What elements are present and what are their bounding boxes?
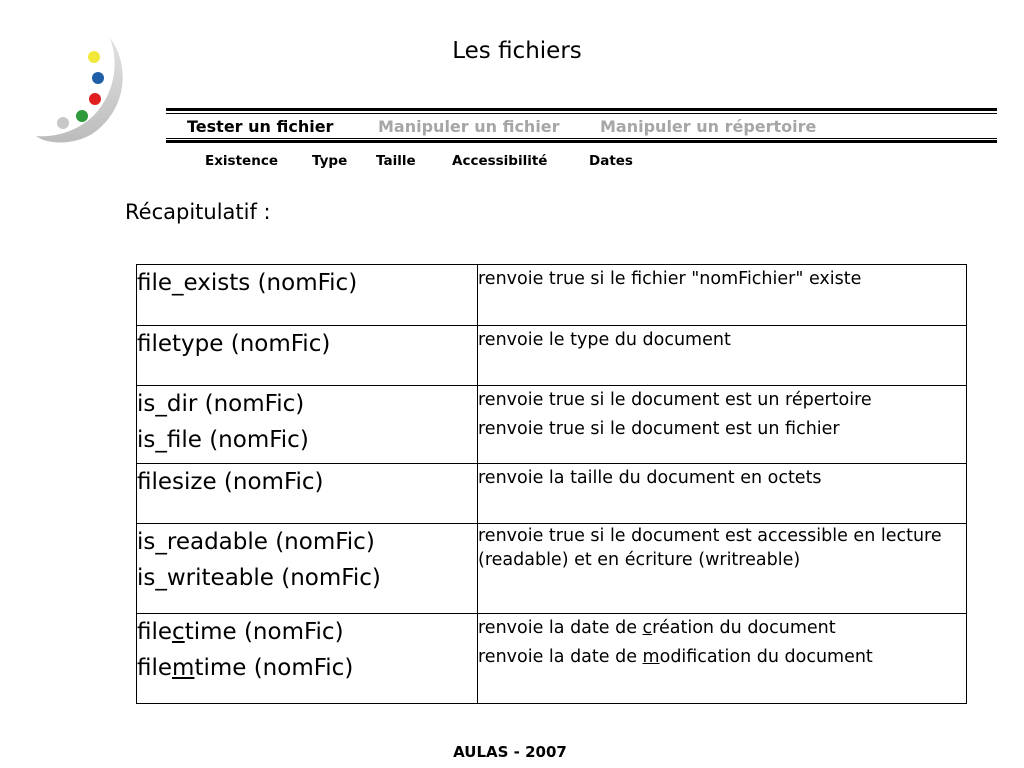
function-description: renvoie le type du document xyxy=(478,330,731,350)
functions-table xyxy=(136,264,967,704)
subnav-type[interactable]: Type xyxy=(312,153,348,169)
table-row xyxy=(137,614,967,704)
page-title: Les fichiers xyxy=(452,38,582,64)
function-name: filectime (nomFic) xyxy=(137,619,344,645)
function-description: renvoie la taille du document en octets xyxy=(478,468,822,488)
subnav-accessibilite[interactable]: Accessibilité xyxy=(452,153,548,169)
function-name: filetype (nomFic) xyxy=(137,331,331,357)
table-row xyxy=(137,464,967,524)
table-row xyxy=(137,524,967,614)
nav-rule-top-thin xyxy=(166,113,997,114)
function-description: renvoie true si le document est un répertoire xyxy=(478,390,872,410)
description-cell xyxy=(478,386,967,464)
tab-manipuler-un-repertoire[interactable]: Manipuler un répertoire xyxy=(600,117,817,136)
logo-dot-blue xyxy=(92,72,104,84)
description-cell xyxy=(478,464,967,524)
function-cell xyxy=(137,326,478,386)
table-row xyxy=(137,326,967,386)
logo-dot-gray xyxy=(57,117,69,129)
nav-rule-bottom-thin xyxy=(166,138,997,139)
function-cell xyxy=(137,265,478,326)
function-cell xyxy=(137,386,478,464)
function-name: is_dir (nomFic) xyxy=(137,391,305,417)
function-description: renvoie la date de création du document xyxy=(478,618,836,638)
function-description: renvoie true si le document est accessible en lecture (readable) et en écriture (writreable) xyxy=(478,526,942,570)
nav-rule-top xyxy=(166,108,997,111)
function-description: renvoie la date de modification du document xyxy=(478,647,873,667)
logo-dot-green xyxy=(76,110,88,122)
function-name: file_exists (nomFic) xyxy=(137,270,358,296)
section-heading: Récapitulatif : xyxy=(125,200,271,224)
logo-dot-red xyxy=(89,93,101,105)
function-description: renvoie true si le document est un fichier xyxy=(478,419,840,439)
table-row xyxy=(137,386,967,464)
function-name: is_readable (nomFic) xyxy=(137,529,375,555)
table-row xyxy=(137,265,967,326)
description-cell xyxy=(478,265,967,326)
footer-credit: AULAS - 2007 xyxy=(453,743,567,761)
function-name: filemtime (nomFic) xyxy=(137,655,354,681)
tab-manipuler-un-fichier[interactable]: Manipuler un fichier xyxy=(378,117,560,136)
function-cell xyxy=(137,464,478,524)
subnav-dates[interactable]: Dates xyxy=(589,153,633,169)
function-cell xyxy=(137,614,478,704)
function-name: is_writeable (nomFic) xyxy=(137,565,381,591)
tab-tester-un-fichier[interactable]: Tester un fichier xyxy=(187,117,334,136)
nav-rule-bottom xyxy=(166,140,997,143)
function-description: renvoie true si le fichier "nomFichier" existe xyxy=(478,269,862,289)
subnav-taille[interactable]: Taille xyxy=(376,153,416,169)
subnav-existence[interactable]: Existence xyxy=(205,153,278,169)
description-cell xyxy=(478,614,967,704)
function-name: filesize (nomFic) xyxy=(137,469,324,495)
function-name: is_file (nomFic) xyxy=(137,427,309,453)
description-cell xyxy=(478,326,967,386)
description-cell xyxy=(478,524,967,614)
function-cell xyxy=(137,524,478,614)
